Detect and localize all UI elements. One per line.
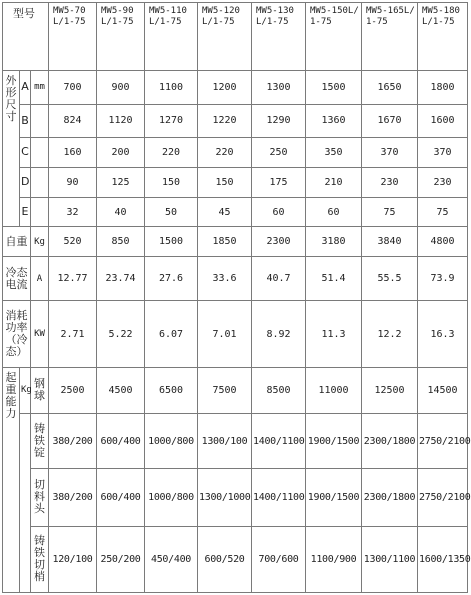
empty-unit-cell xyxy=(31,197,49,226)
value-cell: 75 xyxy=(418,197,468,226)
weight-unit: Kg xyxy=(31,227,49,257)
lifting-label: 起重能力 xyxy=(3,367,20,592)
value-cell: 250/200 xyxy=(97,526,145,592)
value-cell: 1300/1000 xyxy=(198,469,252,526)
model-cell: MW5-70L/1-75 xyxy=(49,3,97,71)
value-cell: 23.74 xyxy=(97,257,145,301)
value-cell: 16.3 xyxy=(418,301,468,367)
value-cell: 2300 xyxy=(252,227,306,257)
lifting-row-cut-end xyxy=(3,469,468,526)
value-cell: 1290 xyxy=(252,104,306,137)
model-cell: MW5-150L/1-75 xyxy=(306,3,362,71)
value-cell: 1300/100 xyxy=(198,414,252,469)
value-cell: 32 xyxy=(49,197,97,226)
lifting-row-cast-iron-scrap xyxy=(3,526,468,592)
value-cell: 6500 xyxy=(145,367,198,413)
value-cell: 1400/1100 xyxy=(252,469,306,526)
value-cell: 380/200 xyxy=(49,469,97,526)
value-cell: 520 xyxy=(49,227,97,257)
value-cell: 14500 xyxy=(418,367,468,413)
empty-unit-cell xyxy=(31,137,49,167)
model-cell: MW5-180L/1-75 xyxy=(418,3,468,71)
lifting-item-label: 切料头 xyxy=(31,469,49,526)
value-cell: 3840 xyxy=(362,227,418,257)
value-cell: 2750/2100 xyxy=(418,469,468,526)
value-cell: 40 xyxy=(97,197,145,226)
value-cell: 200 xyxy=(97,137,145,167)
value-cell: 350 xyxy=(306,137,362,167)
value-cell: 1100/900 xyxy=(306,526,362,592)
empty-unit-cell xyxy=(20,414,31,593)
value-cell: 1900/1500 xyxy=(306,469,362,526)
value-cell: 450/400 xyxy=(145,526,198,592)
value-cell: 700/600 xyxy=(252,526,306,592)
value-cell: 230 xyxy=(418,167,468,197)
dimension-label: C xyxy=(20,137,31,167)
lifting-row-cast-ingot xyxy=(3,414,468,469)
value-cell: 1200 xyxy=(198,71,252,104)
value-cell: 1400/1100 xyxy=(252,414,306,469)
dimension-row-b xyxy=(3,104,468,137)
value-cell: 90 xyxy=(49,167,97,197)
value-cell: 220 xyxy=(198,137,252,167)
value-cell: 73.9 xyxy=(418,257,468,301)
value-cell: 1300/1100 xyxy=(362,526,418,592)
value-cell: 1220 xyxy=(198,104,252,137)
value-cell: 1900/1500 xyxy=(306,414,362,469)
value-cell: 2300/1800 xyxy=(362,469,418,526)
value-cell: 900 xyxy=(97,71,145,104)
value-cell: 1000/800 xyxy=(145,469,198,526)
header-row xyxy=(3,3,468,71)
value-cell: 150 xyxy=(145,167,198,197)
value-cell: 8.92 xyxy=(252,301,306,367)
value-cell: 12.77 xyxy=(49,257,97,301)
model-cell: MW5-110L/1-75 xyxy=(145,3,198,71)
value-cell: 1300 xyxy=(252,71,306,104)
value-cell: 3180 xyxy=(306,227,362,257)
value-cell: 824 xyxy=(49,104,97,137)
value-cell: 380/200 xyxy=(49,414,97,469)
lifting-item-label: 钢球 xyxy=(31,367,49,413)
model-cell: MW5-120L/1-75 xyxy=(198,3,252,71)
value-cell: 11.3 xyxy=(306,301,362,367)
dimension-label: B xyxy=(20,104,31,137)
dimensions-label: 外形尺寸 xyxy=(3,71,20,227)
dimension-row-c xyxy=(3,137,468,167)
value-cell: 60 xyxy=(306,197,362,226)
value-cell: 4800 xyxy=(418,227,468,257)
value-cell: 1800 xyxy=(418,71,468,104)
dimension-row-a xyxy=(3,71,468,104)
value-cell: 51.4 xyxy=(306,257,362,301)
value-cell: 7500 xyxy=(198,367,252,413)
value-cell: 600/520 xyxy=(198,526,252,592)
current-unit: A xyxy=(31,257,49,301)
value-cell: 370 xyxy=(362,137,418,167)
value-cell: 1600 xyxy=(418,104,468,137)
value-cell: 45 xyxy=(198,197,252,226)
lifting-item-label: 铸铁切梢 xyxy=(31,526,49,592)
value-cell: 150 xyxy=(198,167,252,197)
dimension-label: D xyxy=(20,167,31,197)
value-cell: 1670 xyxy=(362,104,418,137)
dimension-label: A xyxy=(20,71,31,104)
model-header-cell: 型号 xyxy=(3,3,49,71)
spec-table xyxy=(2,2,471,593)
current-row xyxy=(3,257,468,301)
value-cell: 1270 xyxy=(145,104,198,137)
model-cell: MW5-165L/1-75 xyxy=(362,3,418,71)
value-cell: 600/400 xyxy=(97,469,145,526)
value-cell: 6.07 xyxy=(145,301,198,367)
value-cell: 40.7 xyxy=(252,257,306,301)
weight-label: 自重 xyxy=(3,227,31,257)
dimension-label: E xyxy=(20,197,31,226)
value-cell: 2300/1800 xyxy=(362,414,418,469)
value-cell: 700 xyxy=(49,71,97,104)
value-cell: 11000 xyxy=(306,367,362,413)
lifting-item-label: 铸铁锭 xyxy=(31,414,49,469)
value-cell: 33.6 xyxy=(198,257,252,301)
value-cell: 370 xyxy=(418,137,468,167)
empty-unit-cell xyxy=(31,104,49,137)
value-cell: 60 xyxy=(252,197,306,226)
power-row xyxy=(3,301,468,367)
dimension-unit: mm xyxy=(31,71,49,104)
value-cell: 2500 xyxy=(49,367,97,413)
value-cell: 125 xyxy=(97,167,145,197)
value-cell: 8500 xyxy=(252,367,306,413)
dimension-row-d xyxy=(3,167,468,197)
value-cell: 12500 xyxy=(362,367,418,413)
value-cell: 1500 xyxy=(306,71,362,104)
current-label: 冷态电流 xyxy=(3,257,31,301)
value-cell: 1100 xyxy=(145,71,198,104)
value-cell: 120/100 xyxy=(49,526,97,592)
value-cell: 230 xyxy=(362,167,418,197)
value-cell: 1120 xyxy=(97,104,145,137)
value-cell: 4500 xyxy=(97,367,145,413)
value-cell: 220 xyxy=(145,137,198,167)
value-cell: 175 xyxy=(252,167,306,197)
model-cell: MW5-130L/1-75 xyxy=(252,3,306,71)
model-cell: MW5-90L/1-75 xyxy=(97,3,145,71)
value-cell: 1600/1350 xyxy=(418,526,468,592)
value-cell: 250 xyxy=(252,137,306,167)
lifting-unit: Kg xyxy=(20,367,31,413)
lifting-row-steel-ball xyxy=(3,367,468,413)
value-cell: 50 xyxy=(145,197,198,226)
value-cell: 2750/2100 xyxy=(418,414,468,469)
value-cell: 12.2 xyxy=(362,301,418,367)
empty-unit-cell xyxy=(31,167,49,197)
value-cell: 1500 xyxy=(145,227,198,257)
value-cell: 1360 xyxy=(306,104,362,137)
value-cell: 1650 xyxy=(362,71,418,104)
value-cell: 1850 xyxy=(198,227,252,257)
value-cell: 160 xyxy=(49,137,97,167)
value-cell: 850 xyxy=(97,227,145,257)
value-cell: 1000/800 xyxy=(145,414,198,469)
power-unit: KW xyxy=(31,301,49,367)
value-cell: 2.71 xyxy=(49,301,97,367)
value-cell: 5.22 xyxy=(97,301,145,367)
weight-row xyxy=(3,227,468,257)
value-cell: 210 xyxy=(306,167,362,197)
value-cell: 75 xyxy=(362,197,418,226)
value-cell: 600/400 xyxy=(97,414,145,469)
value-cell: 7.01 xyxy=(198,301,252,367)
power-label: 消耗功率（冷态） xyxy=(3,301,31,367)
value-cell: 55.5 xyxy=(362,257,418,301)
dimension-row-e xyxy=(3,197,468,226)
value-cell: 27.6 xyxy=(145,257,198,301)
